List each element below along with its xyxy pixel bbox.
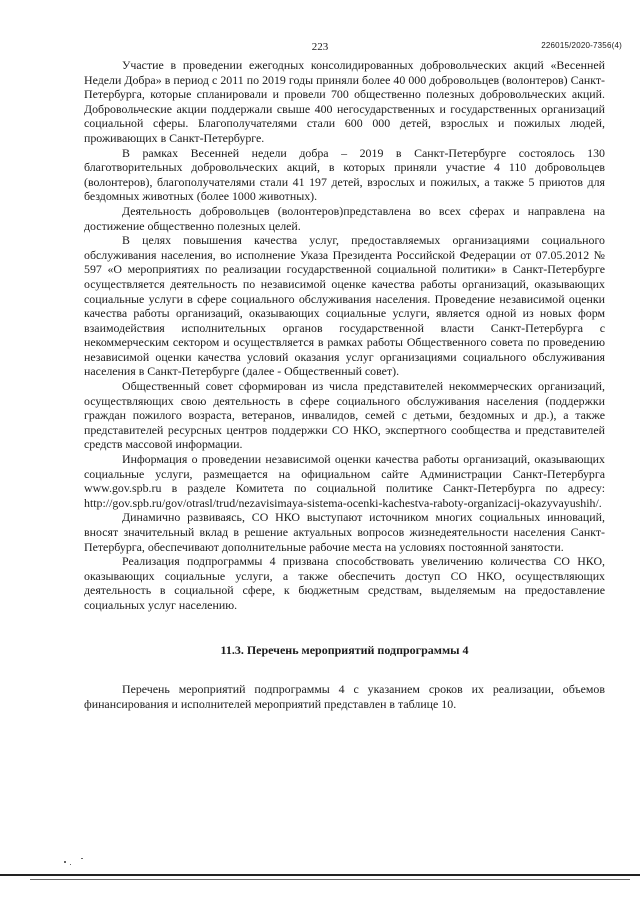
paragraph-5: Общественный совет сформирован из числа представителей некоммерческих организаций, осуществляющих свою деятельность в сфере социального обслуживания населения (поддержки граждан пожилого возраста, ветеранов, инвалидов, семей с детьми, бездомных и др.), а также представителей ресурсных центров поддержки СО НКО, экспертного сообщества и представителей средств массовой информации. bbox=[84, 379, 605, 452]
paragraph-8: Реализация подпрограммы 4 призвана способствовать увеличению количества СО НКО, оказывающих социальные услуги, а также обеспечить доступ СО НКО, осуществляющих деятельность в социальной сфере, к бюджетным средствам, выделяемым на предоставление социальных услуг населению. bbox=[84, 554, 605, 612]
paragraph-1: Участие в проведении ежегодных консолидированных добровольческих акций «Весенней Недели Добра» в период с 2011 по 2019 годы приняли более 40 000 добровольцев (волонтеров) Санкт-Петербурга, которые спланировали и провели 700 общественно полезных добровольческих акций. Добровольческие акции поддержали свыше 400 негосударственных и государственных организаций социальной сферы. Благополучателями стали 600 000 детей, взрослых и пожилых людей, проживающих в Санкт-Петербурге. bbox=[84, 58, 605, 145]
scan-speck bbox=[70, 864, 71, 865]
scan-edge-line bbox=[30, 879, 630, 880]
paragraph-3: Деятельность добровольцев (волонтеров)представлена во всех сферах и направлена на достижение общественно полезных целей. bbox=[84, 203, 605, 233]
paragraph-2: В рамках Весенней недели добра – 2019 в Санкт-Петербурге состоялось 130 благотворительных добровольческих акций, в которых приняли участие 4 110 добровольцев (волонтеров), благополучателями стали 41 197 детей, взрослых и пожилых, а также 5 приютов для бездомных животных (более 1000 животных). bbox=[84, 145, 605, 204]
scan-speck bbox=[64, 861, 66, 863]
scan-speck bbox=[81, 858, 83, 859]
page-number: 223 bbox=[311, 41, 329, 53]
paragraph-6: Информация о проведении независимой оценки качества работы организаций, оказывающих социальные услуги, размещается на официальном сайте Администрации Санкт-Петербурга www.gov.spb.ru в разделе Комитета по социальной политике Санкт-Петербурга по адресу: http://gov.spb.ru/gov/otrasl/trud/nezavisimaya-sistema-ocenki-kachestva-raboty-organizacij-okazyvayushih/. bbox=[84, 452, 605, 510]
paragraph-7: Динамично развиваясь, СО НКО выступают источником многих социальных инноваций, вносят значительный вклад в решение актуальных вопросов жизнедеятельности населения Санкт-Петербурга, обеспечивают дополнительные рабочие места на условиях постоянной занятости. bbox=[84, 510, 605, 554]
section-paragraph: Перечень мероприятий подпрограммы 4 с указанием сроков их реализации, объемов финансирования и исполнителей мероприятий представлен в таблице 10. bbox=[84, 682, 605, 711]
paragraph-4: В целях повышения качества услуг, предоставляемых организациями социального обслуживания населения, во исполнение Указа Президента Российской Федерации от 07.05.2012 № 597 «О мероприятиях по реализации государственной социальной политики» в Санкт-Петербурге осуществляется деятельность по независимой оценке качества работы организаций, оказывающих социальные услуги в сфере социального обслуживания населения. Проведение независимой оценки качества работы организаций, оказывающих социальные услуги, является одной из новых форм взаимодействия исполнительных органов государственной власти Санкт-Петербурга с некоммерческим сектором и осуществляется в рамках работы Общественного совета по проведению независимой оценки качества условий оказания услуг организациями социального обслуживания населения в Санкт-Петербурге (далее - Общественный совет). bbox=[84, 233, 605, 379]
document-body bbox=[84, 58, 605, 711]
scan-edge-line bbox=[0, 874, 640, 876]
document-code: 226015/2020-7356(4) bbox=[541, 41, 622, 50]
section-heading: 11.3. Перечень мероприятий подпрограммы 4 bbox=[220, 642, 469, 657]
